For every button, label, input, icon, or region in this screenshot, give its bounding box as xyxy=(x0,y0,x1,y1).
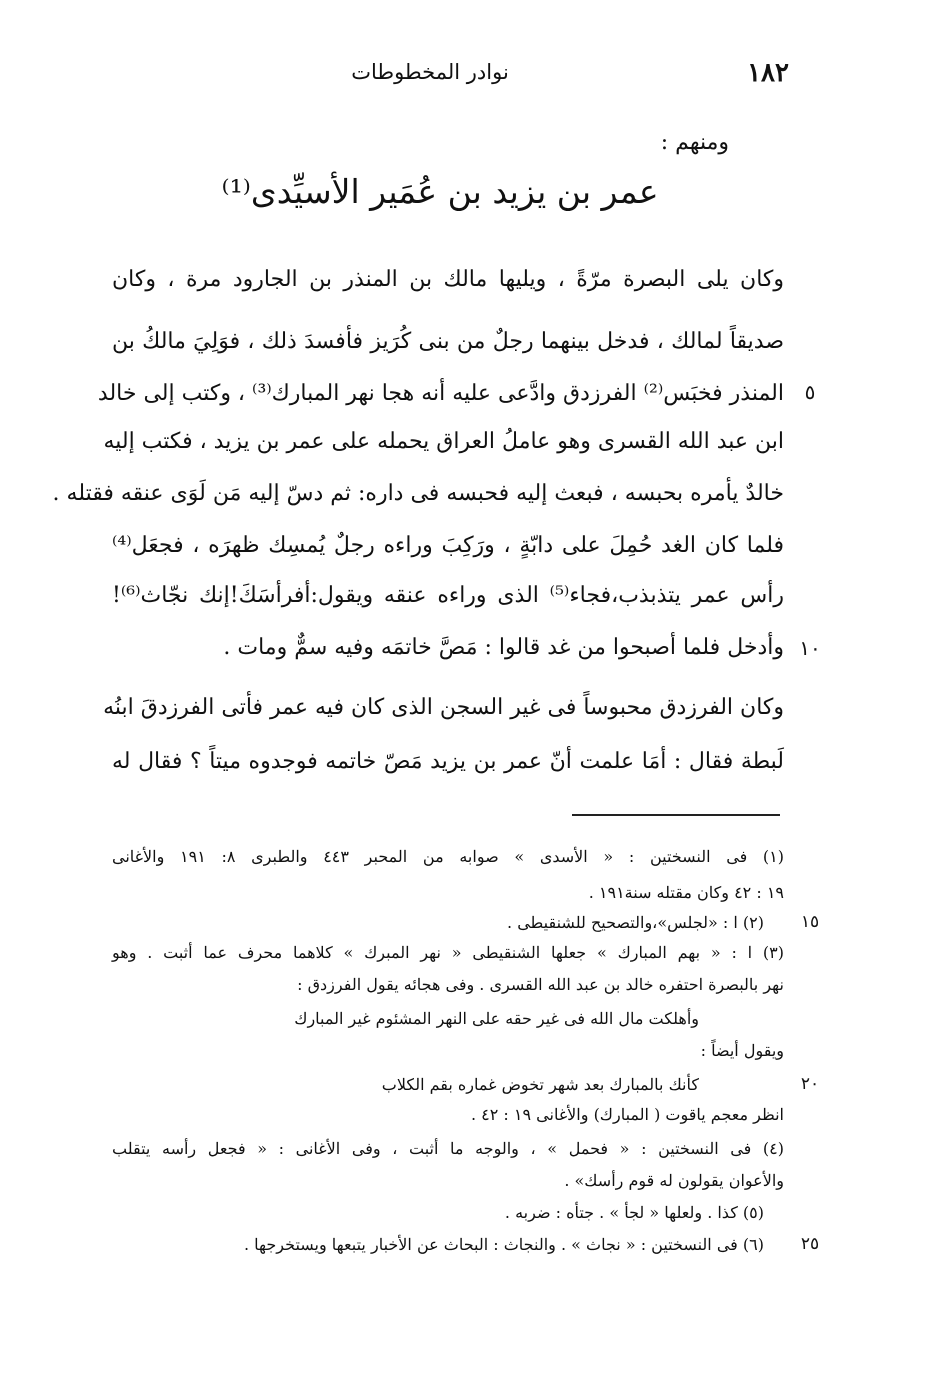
body-line: لَبطة فقال : أمَا علمت أنّ عمر بن يزيد مَصّ خاتمه فوجدوه ميتاً ؟ فقال له xyxy=(112,749,784,774)
footnote-line: (٣) ا : « بهم المبارك » جعلها الشنقيطى « نهر المبرك » كلاهما محرف عما أثبت . وهو xyxy=(112,943,784,962)
footnote-line: (٢) ا : «لجلس»،والتصحيح للشنقيطى . xyxy=(507,913,764,932)
entry-title: عمر بن يزيد بن عُمَير الأسيِّدى⁽¹⁾ xyxy=(221,172,659,211)
body-line: صديقاً لمالك ، فدخل بينهما رجلٌ من بنى كُرَيز فأفسدَ ذلك ، فوَلِيَ مالكُ بن xyxy=(112,329,784,354)
footnote-divider xyxy=(572,814,780,816)
line-number-10: ١٠ xyxy=(799,636,821,660)
intro-phrase: ومنهم : xyxy=(660,130,729,155)
line-number-25: ٢٥ xyxy=(800,1234,820,1254)
line-number-5: ٥ xyxy=(804,380,816,404)
line-number-20: ٢٠ xyxy=(800,1074,820,1094)
body-line: وكان الفرزدق محبوساً فى غير السجن الذى كان فيه عمر فأتى الفرزدقَ ابنُه xyxy=(103,695,784,720)
footnote-line: انظر معجم ياقوت ( المبارك) والأغانى ١٩ : ٤٢ . xyxy=(470,1105,784,1124)
body-line: ابن عبد الله القسرى وهو عاملُ العراق يحمله على عمر بن يزيد ، فكتب إليه xyxy=(103,429,784,454)
line-number-15: ١٥ xyxy=(800,912,820,932)
body-line: خالدٌ يأمره بحبسه ، فبعث إليه فحبسه فى داره: ثم دسّ إليه مَن لَوَى عنقه فقتله . xyxy=(52,481,784,506)
footnote-line: ١٩ : ٤٢ وكان مقتله سنة١٩١ . xyxy=(588,883,784,902)
body-line: وأدخل فلما أصبحوا من غد قالوا : مَصَّ خاتمَه وفيه سمٌّ ومات . xyxy=(223,635,784,660)
page-number: ١٨٢ xyxy=(747,58,789,88)
running-title: نوادر المخطوطات xyxy=(351,60,509,84)
footnote-line: والأعوان يقولون له قوم رأسك» . xyxy=(564,1171,784,1190)
footnote-line: نهر بالبصرة احتفره خالد بن عبد الله القسرى . وفى هجائه يقول الفرزدق : xyxy=(297,975,784,994)
body-line: فلما كان الغد حُمِلَ على دابّةٍ ، ورَكِبَ وراءه رجلٌ يُمسِك ظهرَه ، فجعَل⁽⁴⁾ xyxy=(112,533,784,558)
body-line: المنذر فخبَس⁽²⁾ الفرزدق وادَّعى عليه أنه هجا نهر المبارك⁽³⁾ ، وكتب إلى خالد xyxy=(97,381,784,406)
footnote-line: (٤) فى النسختين : « فحمل » ، والوجه ما أثبت ، وفى الأغانى : « فجعل رأسه يتقلب xyxy=(112,1139,784,1158)
footnote-line: (٥) كذا . ولعلها « لجأ » . جتأه : ضربه . xyxy=(504,1203,764,1222)
footnote-line: (٦) فى النسختين : « نجاث » . والنجاث : البحاث عن الأخبار يتبعها ويستخرجها . xyxy=(243,1235,764,1254)
body-line: وكان يلى البصرة مرّةً ، ويليها مالك بن المنذر بن الجارود مرة ، وكان xyxy=(112,267,784,292)
footnote-verse: وأهلكت مال الله فى غير حقه على النهر المشئوم غير المبارك xyxy=(294,1009,699,1028)
footnote-line: ويقول أيضاً : xyxy=(700,1041,784,1060)
body-line: رأس عمر يتذبذب،فجاء⁽⁵⁾ الذى وراءه عنقه ويقول:أفرأسَكَ!إنك نجّاث⁽⁶⁾! xyxy=(112,583,784,608)
footnote-line: (١) فى النسختين : « الأسدى » صوابه من المحبر ٤٤٣ والطبرى ٨: ١٩١ والأغانى xyxy=(112,847,784,866)
footnote-verse: كأنك بالمبارك بعد شهر تخوض غماره بقم الكلاب xyxy=(381,1075,699,1094)
